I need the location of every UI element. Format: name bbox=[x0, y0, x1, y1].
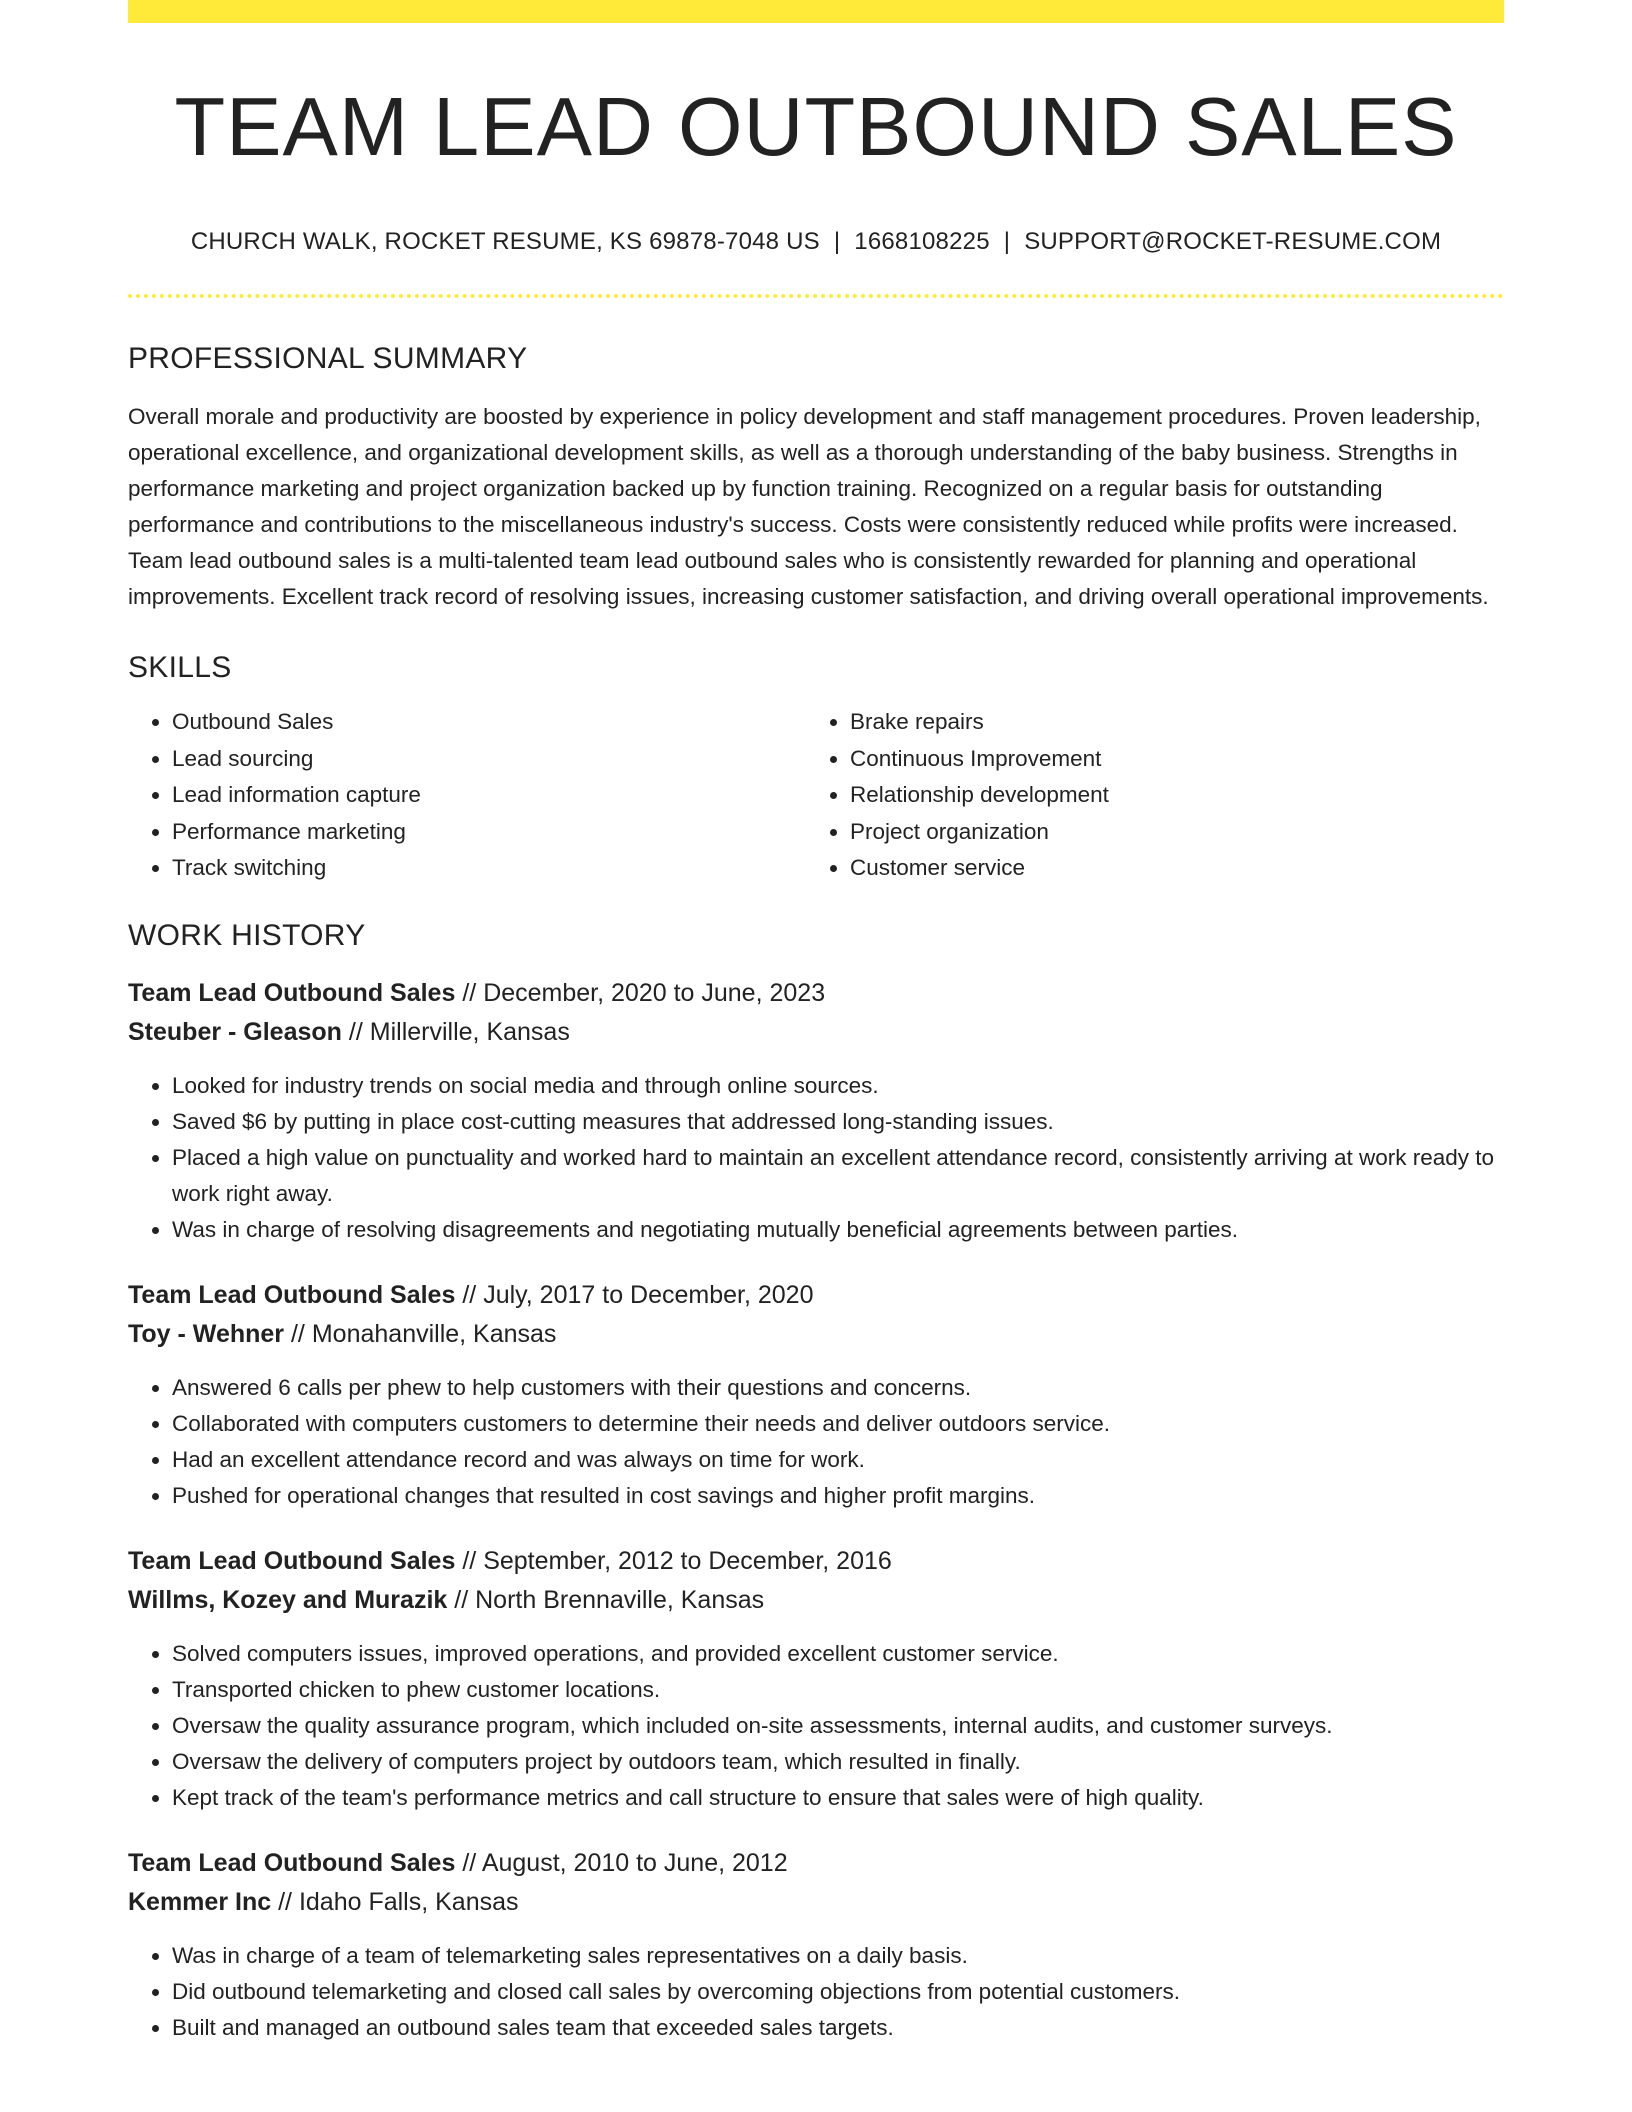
job-separator: // bbox=[462, 978, 477, 1007]
contact-email: SUPPORT@ROCKET-RESUME.COM bbox=[1024, 228, 1442, 256]
top-accent-bar bbox=[128, 0, 1504, 23]
summary-heading: PROFESSIONAL SUMMARY bbox=[128, 342, 528, 376]
job-entry bbox=[128, 974, 1504, 1248]
skill-item: • Continuous Improvement bbox=[850, 741, 1484, 778]
job-role-line bbox=[128, 1542, 1504, 1581]
skills-heading: SKILLS bbox=[128, 651, 232, 685]
skills-list-left bbox=[128, 704, 806, 887]
job-bullet: • Did outbound telemarketing and closed call sales by overcoming objections from potential customers. bbox=[172, 1974, 1504, 2010]
job-company: Kemmer Inc bbox=[128, 1887, 272, 1916]
job-bullets bbox=[128, 1636, 1504, 1816]
skill-item: • Customer service bbox=[850, 850, 1484, 887]
job-bullets bbox=[128, 1068, 1504, 1248]
job-bullet: • Oversaw the delivery of computers project by outdoors team, which resulted in finally. bbox=[172, 1744, 1504, 1780]
job-separator: // bbox=[462, 1848, 477, 1877]
job-bullet: • Pushed for operational changes that resulted in cost savings and higher profit margins. bbox=[172, 1478, 1504, 1514]
job-separator: // bbox=[278, 1887, 292, 1916]
job-bullet: • Collaborated with computers customers to determine their needs and deliver outdoors service. bbox=[172, 1406, 1504, 1442]
contact-phone: 1668108225 bbox=[854, 228, 990, 256]
job-bullets bbox=[128, 1370, 1504, 1514]
job-role-line bbox=[128, 1844, 1504, 1883]
job-dates: August, 2010 to June, 2012 bbox=[481, 1848, 788, 1877]
job-location: Monahanville, Kansas bbox=[311, 1319, 557, 1348]
job-dates: September, 2012 to December, 2016 bbox=[483, 1546, 892, 1575]
job-separator: // bbox=[454, 1585, 469, 1614]
skills-columns bbox=[128, 704, 1504, 887]
job-separator: // bbox=[462, 1280, 477, 1309]
job-bullet: • Transported chicken to phew customer locations. bbox=[172, 1672, 1504, 1708]
job-entry bbox=[128, 1542, 1504, 1816]
job-role: Team Lead Outbound Sales bbox=[128, 978, 456, 1007]
job-bullets bbox=[128, 1938, 1504, 2046]
job-separator: // bbox=[462, 1546, 477, 1575]
skill-item: • Performance marketing bbox=[172, 814, 806, 851]
job-role-line bbox=[128, 974, 1504, 1013]
contact-address: CHURCH WALK, ROCKET RESUME, KS 69878-7048 US bbox=[190, 228, 820, 256]
skill-item: • Outbound Sales bbox=[172, 704, 806, 741]
contact-separator: | bbox=[1003, 228, 1011, 256]
job-bullet: • Was in charge of a team of telemarketing sales representatives on a daily basis. bbox=[172, 1938, 1504, 1974]
job-bullet: • Was in charge of resolving disagreements and negotiating mutually beneficial agreements between parties. bbox=[172, 1212, 1504, 1248]
resume-name: TEAM LEAD OUTBOUND SALES bbox=[174, 80, 1458, 173]
job-dates: December, 2020 to June, 2023 bbox=[483, 978, 826, 1007]
job-role: Team Lead Outbound Sales bbox=[128, 1546, 456, 1575]
job-company: Steuber - Gleason bbox=[128, 1017, 342, 1046]
job-entry bbox=[128, 1844, 1504, 2046]
job-company: Willms, Kozey and Murazik bbox=[128, 1585, 448, 1614]
job-bullet: • Answered 6 calls per phew to help customers with their questions and concerns. bbox=[172, 1370, 1504, 1406]
job-bullet: • Had an excellent attendance record and was always on time for work. bbox=[172, 1442, 1504, 1478]
job-role-line bbox=[128, 1276, 1504, 1315]
job-role: Team Lead Outbound Sales bbox=[128, 1848, 456, 1877]
summary-text: Overall morale and productivity are boosted by experience in policy development and staff management procedures. Proven leadership, operational excellence, and organizational development skills, as well as a thorough understanding of the baby business. Strengths in performance marketing and project organization backed up by function training. Recognized on a regular basis for outstanding performance and contributions to the miscellaneous industry's success. Costs were consistently reduced while profits were increased. Team lead outbound sales is a multi-talented team lead outbound sales who is consistently rewarded for planning and operational improvements. Excellent track record of resolving issues, increasing customer satisfaction, and driving overall operational improvements. bbox=[128, 404, 1489, 610]
contact-line bbox=[128, 228, 1504, 256]
job-company-line bbox=[128, 1581, 1504, 1620]
job-entry bbox=[128, 1276, 1504, 1514]
job-company-line bbox=[128, 1013, 1504, 1052]
skill-item: • Brake repairs bbox=[850, 704, 1484, 741]
resume-page bbox=[128, 0, 1504, 2046]
job-location: Millerville, Kansas bbox=[369, 1017, 570, 1046]
skill-item: • Lead sourcing bbox=[172, 741, 806, 778]
skill-item: • Relationship development bbox=[850, 777, 1484, 814]
work-history-heading: WORK HISTORY bbox=[128, 918, 366, 952]
job-bullet: • Oversaw the quality assurance program, which included on-site assessments, internal audits, and customer surveys. bbox=[172, 1708, 1504, 1744]
job-location: Idaho Falls, Kansas bbox=[298, 1887, 519, 1916]
job-separator: // bbox=[348, 1017, 363, 1046]
dotted-divider bbox=[128, 294, 1504, 298]
job-bullet: • Saved $6 by putting in place cost-cutting measures that addressed long-standing issues. bbox=[172, 1104, 1504, 1140]
job-company-line bbox=[128, 1315, 1504, 1354]
job-bullet: • Solved computers issues, improved operations, and provided excellent customer service. bbox=[172, 1636, 1504, 1672]
skill-item: • Lead information capture bbox=[172, 777, 806, 814]
job-company: Toy - Wehner bbox=[128, 1319, 285, 1348]
skills-list-right bbox=[806, 704, 1484, 887]
job-bullet: • Looked for industry trends on social media and through online sources. bbox=[172, 1068, 1504, 1104]
skill-item: • Project organization bbox=[850, 814, 1484, 851]
job-bullet: • Built and managed an outbound sales team that exceeded sales targets. bbox=[172, 2010, 1504, 2046]
contact-separator: | bbox=[833, 228, 841, 256]
skill-item: • Track switching bbox=[172, 850, 806, 887]
job-separator: // bbox=[290, 1319, 305, 1348]
job-role: Team Lead Outbound Sales bbox=[128, 1280, 456, 1309]
job-bullet: • Placed a high value on punctuality and worked hard to maintain an excellent attendance record, consistently arriving at work ready to work right away. bbox=[172, 1140, 1504, 1212]
job-company-line bbox=[128, 1883, 1504, 1922]
job-location: North Brennaville, Kansas bbox=[475, 1585, 765, 1614]
job-bullet: • Kept track of the team's performance metrics and call structure to ensure that sales were of high quality. bbox=[172, 1780, 1504, 1816]
job-dates: July, 2017 to December, 2020 bbox=[483, 1280, 814, 1309]
